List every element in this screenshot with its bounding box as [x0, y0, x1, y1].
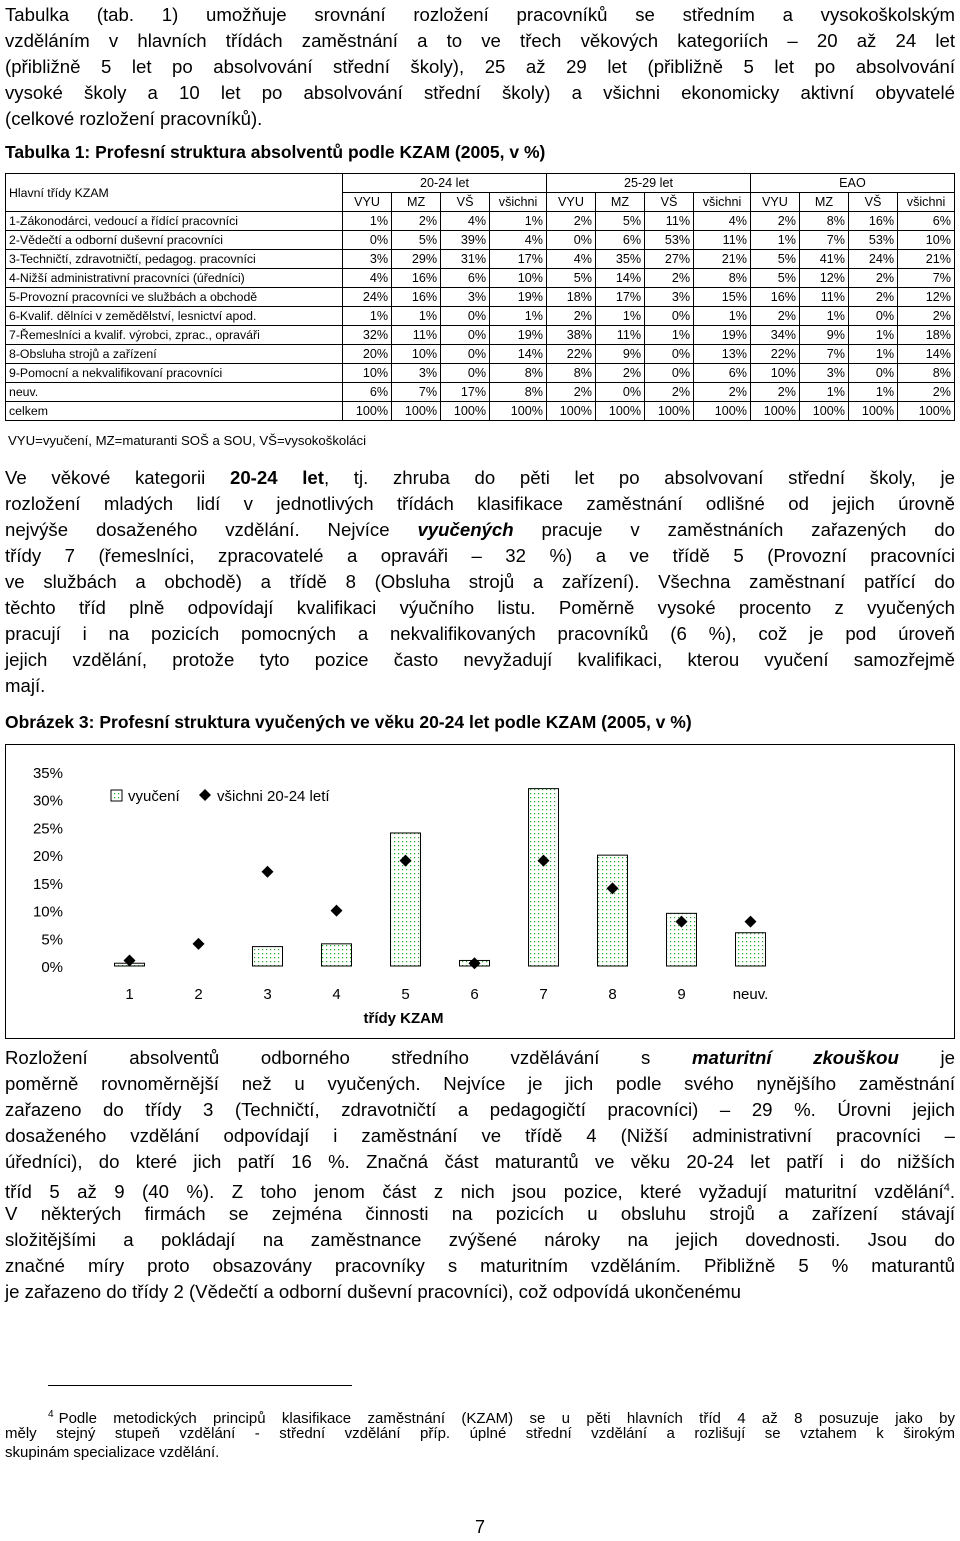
table-cell: 8%: [490, 383, 547, 402]
table-cell: 13%: [694, 345, 751, 364]
table-cell: 3%: [392, 364, 441, 383]
table-cell: 27%: [645, 250, 694, 269]
x-tick-label: neuv.: [732, 986, 769, 1003]
bold-run: 20-24 let: [229, 467, 324, 488]
table-cell: 7%: [799, 231, 848, 250]
table-cell: 100%: [392, 402, 441, 421]
paragraph-maturita: [5, 1045, 955, 1305]
table-cell: 21%: [694, 250, 751, 269]
text-run: , tj. zhruba do pěti let po absolvovaní střední školy, je: [323, 467, 955, 488]
table-cell: 1%: [849, 383, 898, 402]
table-cell: 11%: [645, 212, 694, 231]
table-cell: 9%: [799, 326, 848, 345]
text-run: dosaženého vzdělání odpovídají i zaměstnání ve třídě 4 (Nižší administrativní pracovníci –: [5, 1125, 955, 1146]
table-cell: 8%: [694, 269, 751, 288]
table-cell: 19%: [490, 326, 547, 345]
subcol-header: VŠ: [849, 193, 898, 212]
para1-line: [5, 491, 955, 517]
table-row: [6, 307, 955, 326]
para1-line: [5, 465, 955, 491]
table-cell: 6%: [694, 364, 751, 383]
table-cell: 10%: [750, 364, 799, 383]
text-run: je zařazeno do třídy 2 (Vědečtí a odborní duševní pracovníci), což odpovídá ukončenému: [5, 1281, 741, 1302]
table-row: [6, 288, 955, 307]
table-cell: 10%: [490, 269, 547, 288]
para1-line: [5, 543, 955, 569]
table-cell: 2%: [596, 364, 645, 383]
subcol-header: všichni: [694, 193, 751, 212]
table-cell: 31%: [441, 250, 490, 269]
table-cell: 6%: [596, 231, 645, 250]
table-row: [6, 212, 955, 231]
table-cell: 1%: [694, 307, 751, 326]
text-run: Rozložení absolventů odborného středního vzdělávání s: [5, 1047, 692, 1068]
table-cell: 14%: [898, 345, 955, 364]
table-cell: 5%: [750, 250, 799, 269]
para2-line: [5, 1123, 955, 1149]
bar-vyuceni-3: [253, 947, 283, 966]
table-cell: 100%: [645, 402, 694, 421]
footnote-line: [5, 1443, 955, 1462]
table-cell: 6%: [441, 269, 490, 288]
footnote-text: Podle metodických principů klasifikace zaměstnání (KZAM) se u pěti hlavních tříd 4 až 8 posuzuje jako by: [58, 1410, 955, 1427]
table-cell: 0%: [546, 231, 595, 250]
para2-line: [5, 1201, 955, 1227]
table-cell: 0%: [645, 307, 694, 326]
table-cell: 100%: [898, 402, 955, 421]
subcol-header: MZ: [392, 193, 441, 212]
x-tick-label: 8: [608, 986, 617, 1003]
text-run: pracuje v zaměstnáních zařazených do: [513, 519, 955, 540]
table-cell: 2%: [750, 383, 799, 402]
table-cell: 6%: [898, 212, 955, 231]
subcol-header: VŠ: [645, 193, 694, 212]
table-cell: 0%: [849, 307, 898, 326]
row-label: celkem: [6, 402, 343, 421]
subcol-header: všichni: [490, 193, 547, 212]
table-cell: 11%: [596, 326, 645, 345]
table-cell: 0%: [645, 364, 694, 383]
table-cell: 11%: [392, 326, 441, 345]
table-cell: 10%: [392, 345, 441, 364]
table-cell: 53%: [645, 231, 694, 250]
table-cell: 16%: [392, 269, 441, 288]
table-cell: 100%: [596, 402, 645, 421]
y-tick-label: 35%: [32, 765, 63, 782]
table-cell: 4%: [343, 269, 392, 288]
text-run: poměrně rovnoměrnější než u vyučených. Nejvíce je jich podle svého nynějšího zaměstnání: [5, 1073, 955, 1094]
table-cell: 0%: [645, 345, 694, 364]
table-cell: 3%: [799, 364, 848, 383]
table-cell: 4%: [694, 212, 751, 231]
para2-line: [5, 1071, 955, 1097]
table-cell: 10%: [898, 231, 955, 250]
y-tick-label: 10%: [32, 903, 63, 921]
table-cell: 7%: [898, 269, 955, 288]
table-cell: 1%: [799, 383, 848, 402]
table-cell: 2%: [849, 288, 898, 307]
row-label: 8-Obsluha strojů a zařízení: [6, 345, 343, 364]
table-cell: 2%: [645, 383, 694, 402]
table-cell: 8%: [799, 212, 848, 231]
para1-line: [5, 621, 955, 647]
table-cell: 32%: [343, 326, 392, 345]
table-cell: 1%: [849, 326, 898, 345]
table-cell: 4%: [490, 231, 547, 250]
subcol-header: VYU: [546, 193, 595, 212]
table-row: [6, 326, 955, 345]
row-label: neuv.: [6, 383, 343, 402]
table-cell: 0%: [343, 231, 392, 250]
table-cell: 2%: [546, 383, 595, 402]
footnote-separator: [48, 1385, 352, 1386]
table-cell: 8%: [898, 364, 955, 383]
table-cell: 1%: [392, 307, 441, 326]
table-legend-note: VYU=vyučení, MZ=maturanti SOŠ a SOU, VŠ=vysokoškoláci: [8, 433, 367, 448]
bar-vyuceni-7: [529, 789, 559, 966]
text-run: třídy 7 (řemeslníci, zpracovatelé a opraváři – 32 %) a ve třídě 5 (Provozní pracovníci: [5, 545, 955, 566]
table-cell: 0%: [441, 307, 490, 326]
y-tick-label: 30%: [32, 792, 63, 810]
x-tick-label: 2: [194, 986, 203, 1003]
table-cell: 10%: [343, 364, 392, 383]
text-run: nejvýše dosaženého vzdělání. Nejvíce: [5, 519, 418, 540]
table-cell: 6%: [343, 383, 392, 402]
table-cell: 8%: [546, 364, 595, 383]
table-row: [6, 402, 955, 421]
bar-vyuceni-10: [736, 933, 766, 966]
y-tick-label: 15%: [32, 875, 63, 893]
table-cell: 2%: [898, 383, 955, 402]
table-cell: 5%: [546, 269, 595, 288]
table-cell: 2%: [546, 307, 595, 326]
table-cell: 100%: [490, 402, 547, 421]
legend-swatch-vyuceni: [111, 790, 122, 801]
text-run: rozložení mladých lidí v jednotlivých třídách klasifikace zaměstnání odlišné od jejich úrovně: [5, 493, 955, 514]
table-cell: 22%: [750, 345, 799, 364]
row-label: 9-Pomocní a nekvalifikovaní pracovníci: [6, 364, 343, 383]
paragraph-20-24: [5, 465, 955, 699]
y-tick-label: 25%: [32, 820, 63, 838]
table-cell: 1%: [343, 307, 392, 326]
row-label: 6-Kvalif. dělníci v zemědělství, lesnictví apod.: [6, 307, 343, 326]
footnote-line: [5, 1405, 955, 1427]
text-run: zařazeno do třídy 3 (Techničtí, zdravotničtí a pedagogičtí pracovníci) – 29 %. Úrovni jejich: [5, 1099, 955, 1120]
table-row: [6, 383, 955, 402]
intro-line: (celkové rozložení pracovníků).: [5, 108, 263, 129]
table-cell: 7%: [392, 383, 441, 402]
table-cell: 100%: [799, 402, 848, 421]
table-cell: 29%: [392, 250, 441, 269]
table-cell: 0%: [596, 383, 645, 402]
bold-italic-run: vyučených: [417, 519, 514, 540]
text-run: mají.: [5, 675, 46, 696]
x-tick-label: 1: [125, 986, 134, 1003]
table-cell: 100%: [694, 402, 751, 421]
intro-paragraph: [5, 2, 955, 132]
text-run: jejich vzdělání, protože tyto pozice často nevyžadují kvalifikaci, kterou vyučení samozřejmě: [5, 649, 955, 670]
subcol-header: všichni: [898, 193, 955, 212]
table-cell: 0%: [441, 345, 490, 364]
table-cell: 1%: [799, 307, 848, 326]
intro-line: vzděláním v hlavních třídách zaměstnání a to ve třech věkových kategoriích – 20 až 24 let: [5, 30, 955, 51]
x-tick-label: 9: [677, 986, 686, 1003]
table-cell: 100%: [343, 402, 392, 421]
table-cell: 41%: [799, 250, 848, 269]
table-cell: 3%: [343, 250, 392, 269]
table-cell: 38%: [546, 326, 595, 345]
table-corner-label: Hlavní třídy KZAM: [6, 174, 343, 212]
table-cell: 1%: [849, 345, 898, 364]
row-label: 4-Nižší administrativní pracovníci (úředníci): [6, 269, 343, 288]
table-cell: 34%: [750, 326, 799, 345]
para1-line: [5, 569, 955, 595]
para2-line: [5, 1097, 955, 1123]
table-cell: 2%: [898, 307, 955, 326]
table-cell: 17%: [441, 383, 490, 402]
table-cell: 18%: [546, 288, 595, 307]
group-header-20-24: 20-24 let: [343, 174, 547, 193]
figure-title: Obrázek 3: Profesní struktura vyučených ve věku 20-24 let podle KZAM (2005, v %): [5, 712, 692, 732]
table-cell: 3%: [645, 288, 694, 307]
table-cell: 2%: [750, 212, 799, 231]
table-cell: 7%: [799, 345, 848, 364]
y-tick-label: 20%: [32, 848, 63, 866]
text-run: značné míry proto obsazovány pracovníky s maturitním vzděláním. Přibližně 5 % maturantů: [5, 1255, 955, 1276]
text-run: úředníci), do které jich patří 16 %. Značná část maturantů ve věku 20-24 let patří i do nižších: [5, 1151, 955, 1172]
table-cell: 18%: [898, 326, 955, 345]
text-run: tříd 5 až 9 (40 %). Z toho jenom část z nich jsou pozice, které vyžadují maturitní vzdělání: [5, 1181, 944, 1202]
table-cell: 1%: [490, 212, 547, 231]
table-cell: 1%: [750, 231, 799, 250]
subcol-header: MZ: [799, 193, 848, 212]
table-cell: 14%: [490, 345, 547, 364]
legend-label-vyuceni: vyučení: [128, 788, 180, 805]
kzam-table: [5, 173, 955, 421]
table-cell: 0%: [441, 326, 490, 345]
bar-vyuceni-4: [322, 944, 352, 966]
row-label: 1-Zákonodárci, vedoucí a řídící pracovníci: [6, 212, 343, 231]
y-tick-label: 5%: [41, 931, 63, 949]
footnote-ref: 4: [943, 1182, 950, 1194]
intro-line: Tabulka (tab. 1) umožňuje srovnání rozložení pracovníků se středním a vysokoškolským: [5, 4, 955, 25]
para2-line: [5, 1253, 955, 1279]
text-run: těchto tříd plně odpovídají kvalifikaci výučního listu. Poměrně vysoké procento z vyučených: [5, 597, 955, 618]
table-cell: 0%: [441, 364, 490, 383]
table-cell: 11%: [799, 288, 848, 307]
text-run: je: [898, 1047, 955, 1068]
table-cell: 19%: [694, 326, 751, 345]
table-cell: 2%: [645, 269, 694, 288]
text-run: .: [949, 1181, 955, 1202]
row-label: 7-Řemeslníci a kvalif. výrobci, zprac., opraváři: [6, 326, 343, 345]
table-cell: 3%: [441, 288, 490, 307]
table-cell: 16%: [750, 288, 799, 307]
table-cell: 0%: [849, 364, 898, 383]
text-run: Ve věkové kategorii: [5, 467, 230, 488]
row-label: 2-Vědečtí a odborní duševní pracovníci: [6, 231, 343, 250]
para1-line: [5, 517, 955, 543]
x-tick-label: 7: [539, 986, 548, 1003]
table-cell: 2%: [546, 212, 595, 231]
legend-label-vsichni: všichni 20-24 letí: [217, 788, 330, 805]
table-cell: 1%: [343, 212, 392, 231]
intro-line: vysoké školy a 10 let po absolvování střední školy) a všichni ekonomicky aktivní obyvatelé: [5, 82, 955, 103]
footnote-text: skupinám specializace vzdělání.: [5, 1444, 220, 1461]
table-cell: 24%: [343, 288, 392, 307]
table-cell: 1%: [596, 307, 645, 326]
table-cell: 1%: [490, 307, 547, 326]
table-cell: 2%: [849, 269, 898, 288]
table-cell: 53%: [849, 231, 898, 250]
bar-vyuceni-5: [391, 833, 421, 966]
table-row: [6, 231, 955, 250]
table-cell: 100%: [546, 402, 595, 421]
table-cell: 9%: [596, 345, 645, 364]
bold-italic-run: maturitní zkouškou: [691, 1047, 899, 1068]
x-tick-label: 3: [263, 986, 272, 1003]
table-cell: 100%: [441, 402, 490, 421]
subcol-header: VYU: [750, 193, 799, 212]
text-run: V některých firmách se zejména činnosti na pozicích u obsluhu strojů a zařízení stávají: [5, 1203, 955, 1224]
table-cell: 4%: [441, 212, 490, 231]
y-tick-label: 0%: [41, 959, 63, 976]
table-cell: 14%: [596, 269, 645, 288]
row-label: 3-Techničtí, zdravotničtí, pedagog. pracovníci: [6, 250, 343, 269]
x-tick-label: 6: [470, 986, 479, 1003]
intro-line: (přibližně 5 let po absolvování střední školy), 25 až 29 let (přibližně 5 let po absolvování: [5, 56, 955, 77]
para1-line: [5, 595, 955, 621]
text-run: pracují i na pozicích pomocných a nekvalifikovaných pracovníků (6 %), což je pod úroveň: [5, 623, 955, 644]
table-cell: 8%: [490, 364, 547, 383]
table-cell: 1%: [645, 326, 694, 345]
table-cell: 21%: [898, 250, 955, 269]
para2-line: [5, 1227, 955, 1253]
table-cell: 5%: [596, 212, 645, 231]
text-run: složitějšími a pokládají na zaměstnance zvýšené nároky na jejich dovednosti. Jsou do: [5, 1229, 955, 1250]
table-cell: 2%: [750, 307, 799, 326]
chart-container: [5, 744, 955, 1039]
footnote-text: měly stejný stupeň vzdělání - střední vzdělání příp. úplné střední vzdělání a rozlišují se vztahem k širokým: [5, 1425, 955, 1442]
table-cell: 20%: [343, 345, 392, 364]
subcol-header: VYU: [343, 193, 392, 212]
table-cell: 16%: [392, 288, 441, 307]
table-cell: 16%: [849, 212, 898, 231]
group-header-eao: EAO: [750, 174, 954, 193]
table-row: [6, 269, 955, 288]
footnote: [5, 1405, 955, 1462]
x-tick-label: 4: [332, 986, 341, 1003]
table-cell: 2%: [694, 383, 751, 402]
table-cell: 15%: [694, 288, 751, 307]
para2-line: [5, 1175, 955, 1201]
table-cell: 17%: [490, 250, 547, 269]
footnote-line: [5, 1424, 955, 1443]
table-row: [6, 250, 955, 269]
text-run: ve službách a obchodě) a třídě 8 (Obsluha strojů a zařízení). Všechna zaměstnaní patřící do: [5, 571, 955, 592]
table-cell: 17%: [596, 288, 645, 307]
table-cell: 19%: [490, 288, 547, 307]
subcol-header: MZ: [596, 193, 645, 212]
table-cell: 12%: [799, 269, 848, 288]
table-cell: 39%: [441, 231, 490, 250]
para2-line: [5, 1149, 955, 1175]
footnote-mark: 4: [48, 1409, 54, 1420]
table-cell: 2%: [392, 212, 441, 231]
table-cell: 5%: [750, 269, 799, 288]
para2-line: [5, 1279, 955, 1305]
subcol-header: VŠ: [441, 193, 490, 212]
table-cell: 100%: [750, 402, 799, 421]
table-title: Tabulka 1: Profesní struktura absolventů podle KZAM (2005, v %): [5, 142, 546, 162]
table-row: [6, 364, 955, 383]
table-row: [6, 345, 955, 364]
table-cell: 22%: [546, 345, 595, 364]
para2-line: [5, 1045, 955, 1071]
x-tick-label: 5: [401, 986, 410, 1003]
bar-vyuceni-8: [598, 855, 628, 966]
table-cell: 35%: [596, 250, 645, 269]
x-axis-title: třídy KZAM: [363, 1010, 444, 1027]
group-header-25-29: 25-29 let: [546, 174, 750, 193]
table-group-header-row: [6, 174, 955, 193]
row-label: 5-Provozní pracovníci ve službách a obchodě: [6, 288, 343, 307]
table-cell: 24%: [849, 250, 898, 269]
table-cell: 12%: [898, 288, 955, 307]
table-cell: 5%: [392, 231, 441, 250]
table-cell: 4%: [546, 250, 595, 269]
table-cell: 100%: [849, 402, 898, 421]
kzam-chart: [5, 744, 955, 1039]
para1-line: [5, 647, 955, 673]
table-cell: 11%: [694, 231, 751, 250]
page-number: 7: [474, 1517, 485, 1537]
para1-line: [5, 673, 955, 699]
